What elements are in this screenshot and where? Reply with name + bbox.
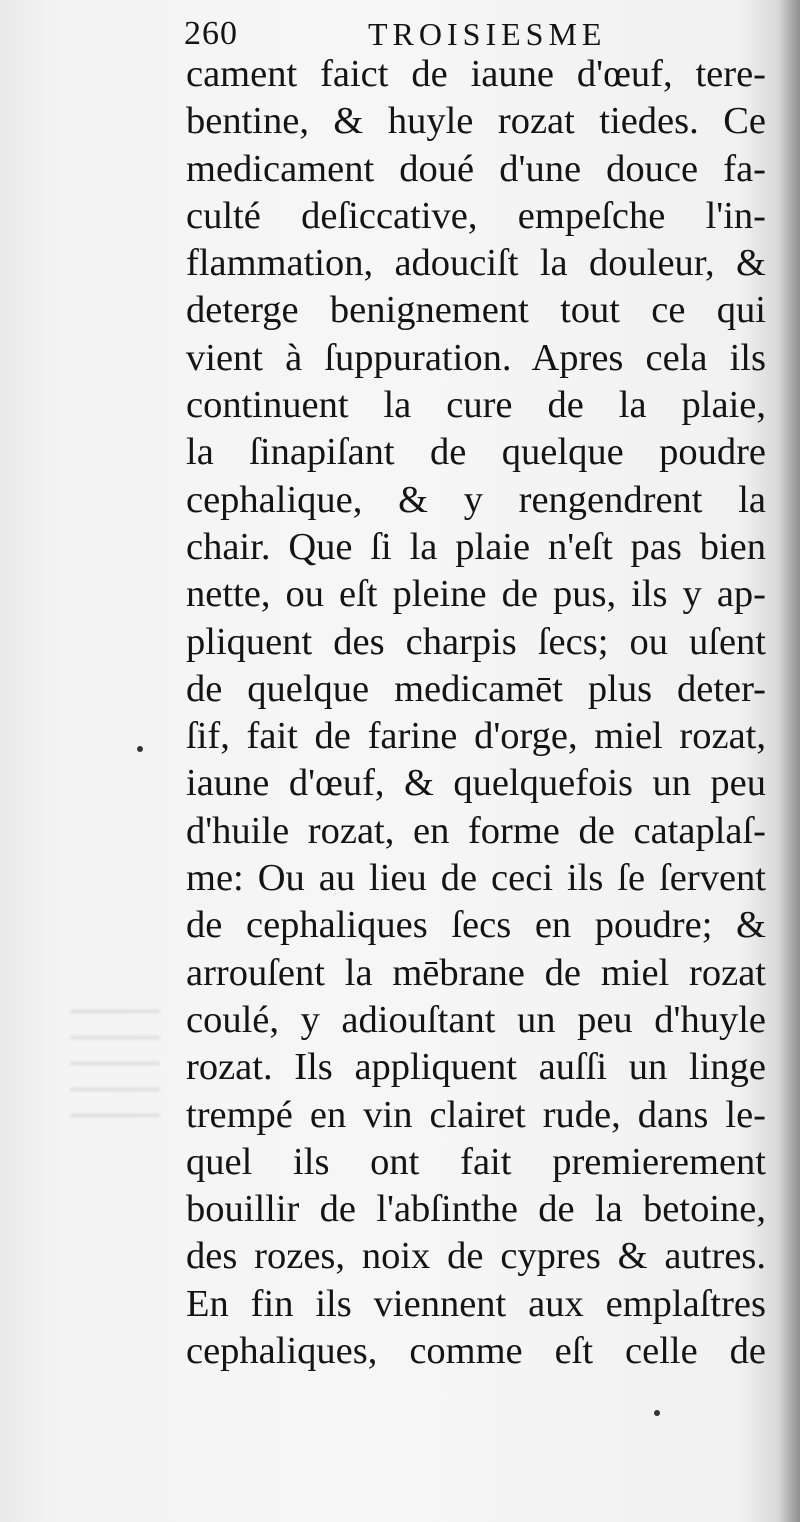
text-line: culté deſiccative, empeſche l'in- [186,194,766,237]
text-line: vient à ſuppuration. Apres cela ils [186,336,766,379]
text-line: nette, ou eſt pleine de pus, ils y ap- [186,573,766,616]
text-line: bouillir de l'abſinthe de la betoine, [186,1188,766,1231]
text-line: des rozes, noix de cypres & autres. [186,1235,766,1278]
text-line: medicament doué d'une douce fa- [186,147,766,190]
text-line: ſif, fait de farine d'orge, miel rozat, [186,715,766,758]
text-line: chair. Que ſi la plaie n'eſt pas bien [186,525,766,568]
text-line: cament faict de iaune d'œuf, tere- [186,53,766,95]
text-line: bentine, & huyle rozat tiedes. Ce [186,100,766,143]
ink-speck [654,1410,660,1416]
text-line: cephalique, & y rengendrent la [186,478,766,521]
text-line: pliquent des charpis ſecs; ou uſent [186,620,766,663]
show-through-bleed [70,1010,160,1140]
running-head: TROISIESME [368,16,607,52]
text-line: cephaliques, comme eſt celle de [186,1330,766,1373]
body-text [186,51,766,1375]
text-line: flammation, adouciſt la douleur, & [186,242,766,285]
text-line: iaune d'œuf, & quelquefois un peu [186,762,766,805]
text-line: la ſinapiſant de quelque poudre [186,431,766,474]
text-line: continuent la cure de la plaie, [186,384,766,427]
text-line: quel ils ont fait premierement [186,1140,766,1183]
text-line: de cephaliques ſecs en poudre; & [186,904,766,947]
text-line: arrouſent la mēbrane de miel rozat [186,951,766,994]
page-number: 260 [184,15,238,52]
text-line: rozat. Ils appliquent auſſi un linge [186,1046,766,1089]
text-line: deterge benignement tout ce qui [186,289,766,332]
text-line: me: Ou au lieu de ceci ils ſe ſervent [186,857,766,900]
text-line: trempé en vin clairet rude, dans le- [186,1093,766,1136]
text-line: coulé, y adiouſtant un peu d'huyle [186,998,766,1041]
text-line: En fin ils viennent aux emplaſtres [186,1282,766,1325]
ink-speck [137,746,143,752]
page-header [178,14,758,54]
text-line: de quelque medicamēt plus deter- [186,667,766,710]
text-line: d'huile rozat, en forme de cataplaſ- [186,809,766,852]
